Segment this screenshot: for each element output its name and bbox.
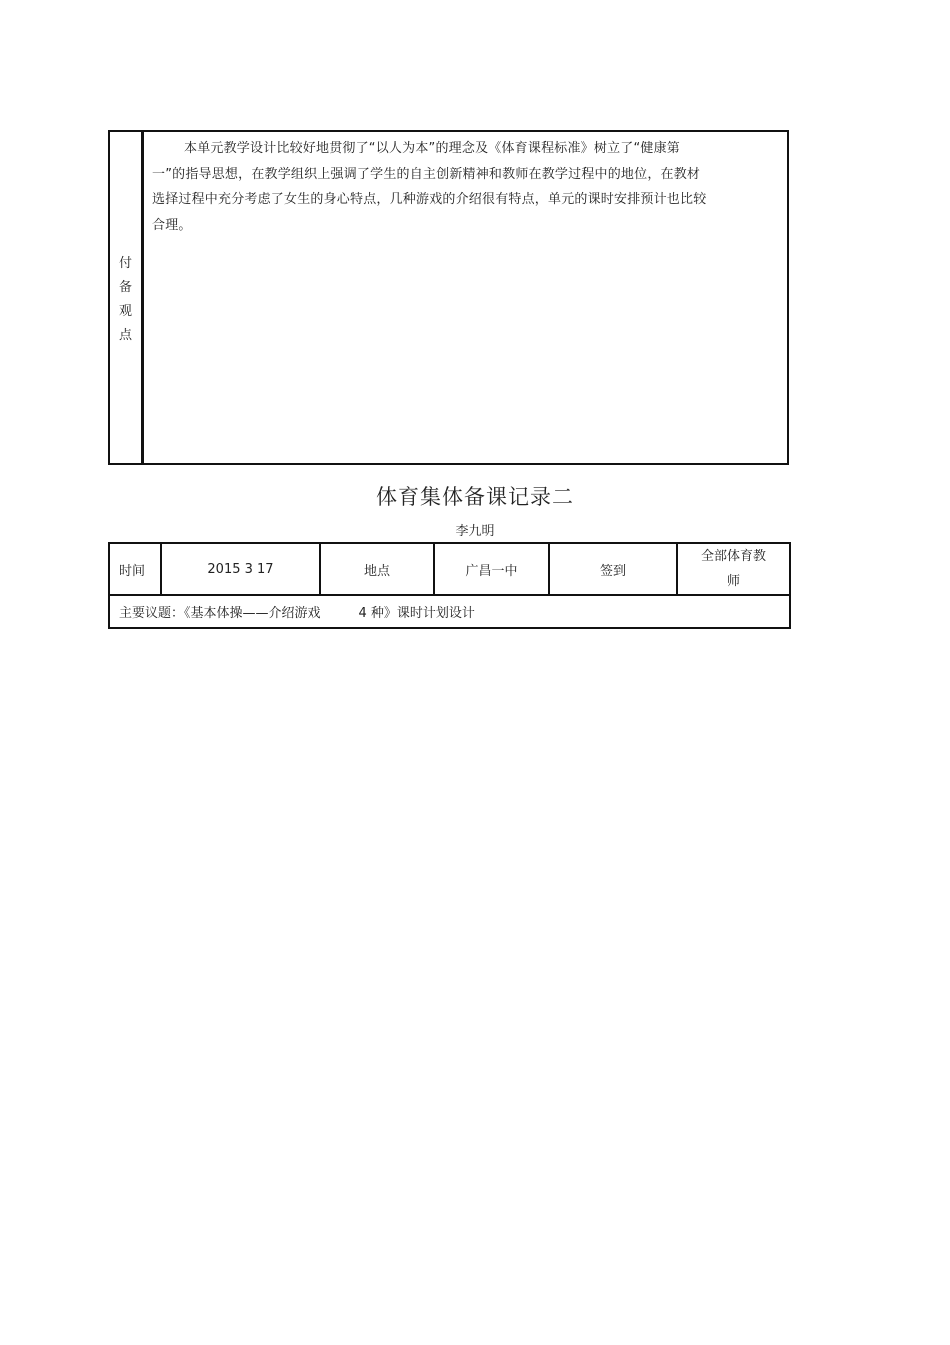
document-title: 体育集体备课记录二 <box>376 485 574 509</box>
signin-value-line2: 师 <box>726 574 740 589</box>
opinion-label-char: 付 <box>118 255 132 271</box>
meeting-record-table <box>108 542 791 629</box>
opinion-label-char: 观 <box>118 303 132 319</box>
topic-prefix: 主要议题：《基本体操——介绍游戏 <box>119 606 321 621</box>
topic-cell <box>109 595 790 628</box>
opinion-label-char: 备 <box>118 279 132 295</box>
time-label: 时间 <box>109 543 161 595</box>
opinion-table <box>108 130 789 465</box>
topic-suffix: 4 种》课时计划设计 <box>358 606 475 621</box>
signin-value-line1: 全部体育教 <box>700 549 766 564</box>
opinion-text: 本单元教学设计比较好地贯彻了“以人为本”的理念及《体育课程标准》树立了“健康第一”的指导思想，在教学组织上强调了学生的自主创新精神和教师在教学过程中的地位，在教材选择过程中充分考虑了女生的身心特点，几种游戏的介绍很有特点，单元的课时安排预计也比较合理。 <box>152 141 707 233</box>
signin-value <box>677 543 790 595</box>
place-label: 地点 <box>320 543 434 595</box>
signin-label: 签到 <box>549 543 677 595</box>
opinion-label-char: 点 <box>118 327 132 343</box>
time-value: 2015 3 17 <box>161 543 320 595</box>
opinion-body <box>144 132 787 463</box>
record-row-info <box>109 543 790 595</box>
author-name: 李九明 <box>455 524 495 539</box>
place-value: 广昌一中 <box>434 543 549 595</box>
record-row-topic <box>109 595 790 628</box>
opinion-label <box>110 132 144 463</box>
